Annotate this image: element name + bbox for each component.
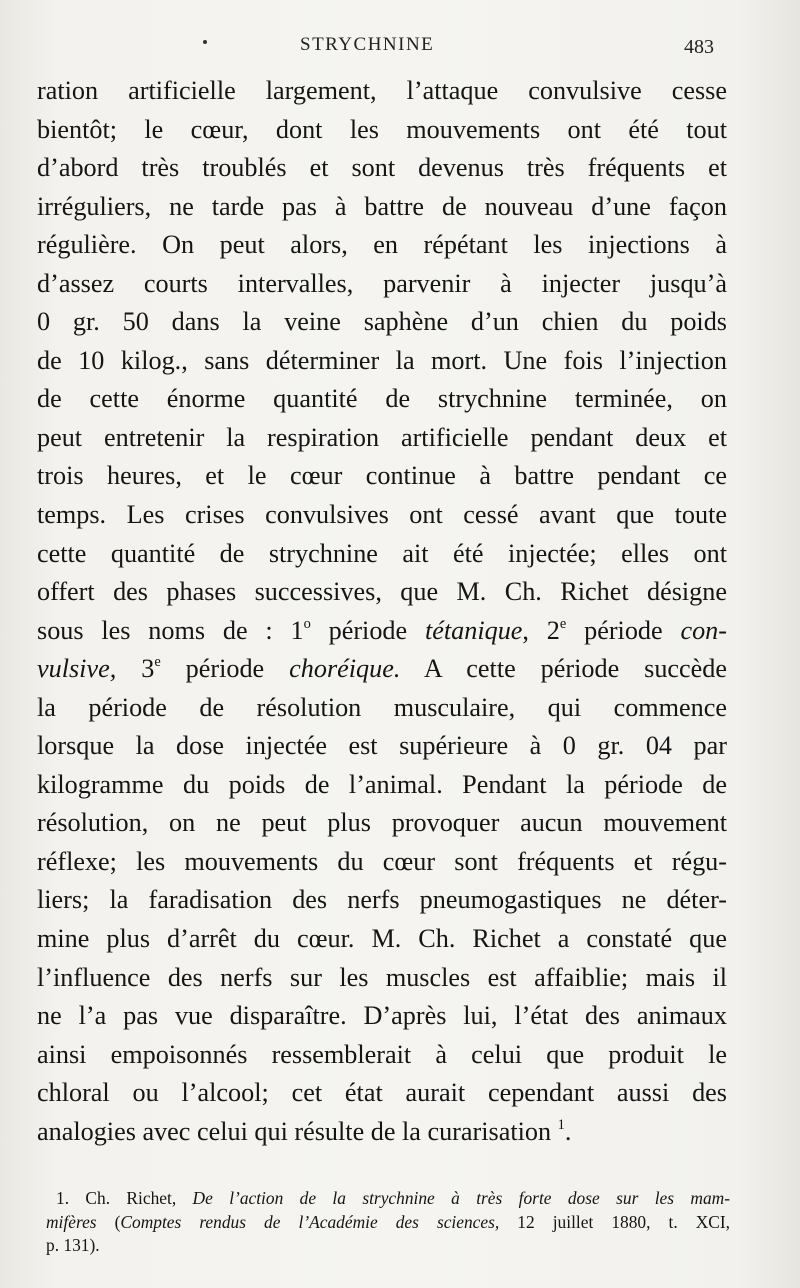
text-line: résolution, on ne peut plus provoquer aucun mouvement bbox=[37, 808, 727, 838]
text-line: d’abord très troublés et sont devenus très fréquents et bbox=[37, 153, 727, 183]
text-run: période bbox=[160, 654, 290, 684]
text-line: de cette énorme quantité de strychnine terminée, on bbox=[37, 384, 727, 414]
text-line: réflexe; les mouvements du cœur sont fréquents et régu- bbox=[37, 846, 727, 876]
text-run: période bbox=[566, 615, 681, 645]
text-run: analogies avec celui qui résulte de la curarisation bbox=[37, 1116, 558, 1146]
text-run: sous les noms de : 1 bbox=[37, 615, 304, 645]
text-run: . bbox=[564, 1116, 572, 1146]
footnote-line bbox=[46, 1187, 730, 1211]
footnote-journal: Comptes rendus de l’Académie des sciences, bbox=[120, 1211, 500, 1232]
text-line: irréguliers, ne tarde pas à battre de nouveau d’une façon bbox=[37, 191, 727, 221]
italic-term: vulsive, bbox=[37, 654, 117, 684]
text-run: A cette période succède bbox=[400, 654, 728, 684]
text-line: lorsque la dose injectée est supérieure à 0 gr. 04 par bbox=[37, 731, 727, 761]
footnote-reference[interactable]: 1 bbox=[557, 1116, 565, 1133]
text-line: trois heures, et le cœur continue à battre pendant ce bbox=[37, 461, 727, 491]
footnote bbox=[46, 1187, 730, 1258]
footnote-date: 12 juillet 1880, t. XCI, bbox=[499, 1211, 731, 1232]
text-line: peut entretenir la respiration artificielle pendant deux et bbox=[37, 422, 727, 452]
text-line: de 10 kilog., sans déterminer la mort. Une fois l’injection bbox=[37, 345, 727, 375]
italic-term: con- bbox=[680, 615, 728, 645]
text-line: cette quantité de strychnine ait été injectée; elles ont bbox=[37, 538, 727, 568]
italic-term: tétanique bbox=[424, 615, 523, 645]
page-header bbox=[0, 34, 800, 64]
footnote-number: 1. bbox=[56, 1188, 70, 1208]
text-line: chloral ou l’alcool; cet état aurait cependant aussi des bbox=[37, 1078, 727, 1108]
text-line bbox=[37, 1113, 727, 1152]
text-run: période bbox=[310, 615, 425, 645]
text-line-with-italics bbox=[37, 650, 727, 689]
footnote-title: De l’action de la strychnine à très forte dose sur les mam- bbox=[192, 1188, 731, 1208]
page-number: 483 bbox=[684, 36, 714, 58]
footnote-line bbox=[46, 1211, 730, 1235]
text-line: régulière. On peut alors, en répétant les injections à bbox=[37, 230, 727, 260]
text-line: mine plus d’arrêt du cœur. M. Ch. Richet a constaté que bbox=[37, 924, 727, 954]
italic-term: choréique. bbox=[289, 654, 401, 684]
text-line: kilogramme du poids de l’animal. Pendant la période de bbox=[37, 769, 727, 799]
text-line: ration artificielle largement, l’attaque convulsive cesse bbox=[37, 76, 727, 105]
main-text bbox=[37, 72, 727, 1151]
superscript: o bbox=[303, 615, 311, 632]
text-run: 3 bbox=[116, 654, 155, 684]
text-line: offert des phases successives, que M. Ch. Richet désigne bbox=[37, 577, 727, 607]
superscript: e bbox=[559, 615, 567, 632]
text-line: l’influence des nerfs sur les muscles est affaiblie; mais il bbox=[37, 962, 727, 992]
text-line: ainsi empoisonnés ressemblerait à celui que produit le bbox=[37, 1039, 727, 1069]
header-dot bbox=[203, 40, 207, 44]
text-line: bientôt; le cœur, dont les mouvements ont été tout bbox=[37, 114, 727, 144]
text-line: temps. Les crises convulsives ont cessé avant que toute bbox=[37, 500, 727, 530]
text-line-with-italics bbox=[37, 612, 727, 651]
text-line: ne l’a pas vue disparaître. D’après lui, l’état des animaux bbox=[37, 1001, 727, 1031]
text-run: , 2 bbox=[522, 615, 560, 645]
text-line: d’assez courts intervalles, parvenir à injecter jusqu’à bbox=[37, 268, 727, 298]
footnote-author: Ch. Richet, bbox=[69, 1188, 193, 1208]
running-head: STRYCHNINE bbox=[300, 34, 435, 55]
text-line: la période de résolution musculaire, qui commence bbox=[37, 692, 727, 722]
superscript: e bbox=[154, 654, 161, 671]
text-run: ( bbox=[96, 1211, 121, 1232]
footnote-line: p. 131). bbox=[46, 1235, 100, 1255]
text-line: liers; la faradisation des nerfs pneumogastiques ne déter- bbox=[37, 885, 727, 915]
footnote-title: mifères bbox=[46, 1211, 97, 1232]
text-line: 0 gr. 50 dans la veine saphène d’un chien du poids bbox=[37, 307, 727, 337]
